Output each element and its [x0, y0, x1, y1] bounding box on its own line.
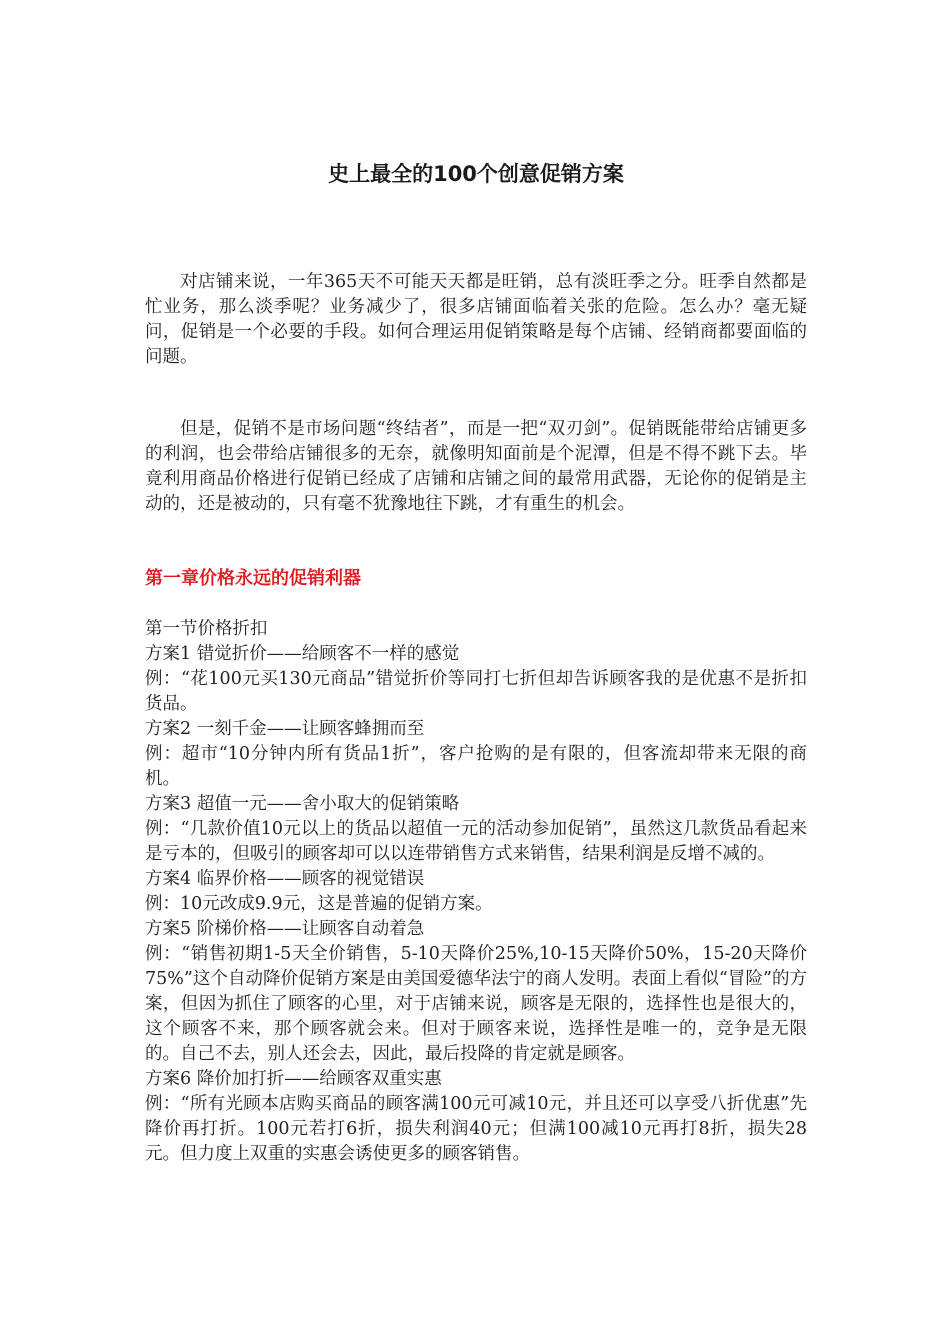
- section-heading: 第一节价格折扣: [145, 619, 268, 639]
- plan-example: 例：超市“10分钟内所有货品1折”，客户抢购的是有限的，但客流却带来无限的商机。: [145, 744, 807, 789]
- intro-paragraph-2: 但是，促销不是市场问题“终结者”，而是一把“双刃剑”。促销既能带给店铺更多的利润，也会带给店铺很多的无奈，就像明知面前是个泥潭，但是不得不跳下去。毕竟利用商品价格进行促销已经成了店铺和店铺之间的最常用武器，无论你的促销是主动的，还是被动的，只有毫不犹豫地往下跳，才有重生的机会。: [145, 419, 807, 514]
- plan-example: 例：“花100元买130元商品”错觉折价等同打七折但却告诉顾客我的是优惠不是折扣货品。: [145, 669, 807, 714]
- document-title: 史上最全的100个创意促销方案: [328, 162, 624, 186]
- plan-title: 方案6 降价加打折——给顾客双重实惠: [145, 1069, 442, 1089]
- plan-example: 例：“销售初期1-5天全价销售，5-10天降价25%,10-15天降价50%，15-20天降价75%”这个自动降价促销方案是由美国爱德华法宁的商人发明。表面上看似“冒险”的方案，但因为抓住了顾客的心里，对于店铺来说，顾客是无限的，选择性也是很大的，这个顾客不来，那个顾客就会来。但对于顾客来说，选择性是唯一的，竞争是无限的。自己不去，别人还会去，因此，最后投降的肯定就是顾客。: [145, 944, 807, 1064]
- chapter-body: [145, 617, 807, 1167]
- plan-title: 方案4 临界价格——顾客的视觉错误: [145, 869, 425, 889]
- intro-paragraph-1: 对店铺来说，一年365天不可能天天都是旺销，总有淡旺季之分。旺季自然都是忙业务，那么淡季呢？业务减少了，很多店铺面临着关张的危险。怎么办？毫无疑问，促销是一个必要的手段。如何合理运用促销策略是每个店铺、经销商都要面临的问题。: [145, 272, 807, 367]
- plan-example: 例：10元改成9.9元，这是普遍的促销方案。: [145, 894, 493, 914]
- plan-title: 方案3 超值一元——舍小取大的促销策略: [145, 794, 460, 814]
- chapter-heading: 第一章价格永远的促销利器: [145, 568, 361, 589]
- plan-title: 方案2 一刻千金——让顾客蜂拥而至: [145, 719, 425, 739]
- plan-title: 方案5 阶梯价格——让顾客自动着急: [145, 919, 425, 939]
- plan-example: 例：“几款价值10元以上的货品以超值一元的活动参加促销”，虽然这几款货品看起来是亏本的，但吸引的顾客却可以以连带销售方式来销售，结果利润是反增不减的。: [145, 819, 807, 864]
- plan-example: 例：“所有光顾本店购买商品的顾客满100元可减10元，并且还可以享受八折优惠”先降价再打折。100元若打6折，损失利润40元；但满100减10元再打8折，损失28元。但力度上双重的实惠会诱使更多的顾客销售。: [145, 1094, 807, 1164]
- plan-title: 方案1 错觉折价——给顾客不一样的感觉: [145, 644, 460, 664]
